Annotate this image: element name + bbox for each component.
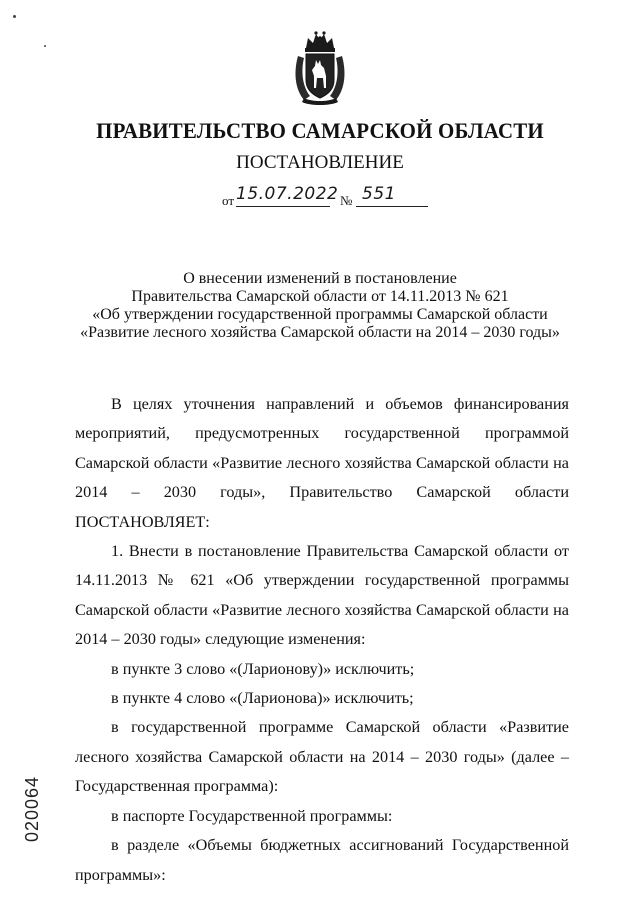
document-body	[75, 390, 569, 890]
body-paragraph: 1. Внести в постановление Правительства Самарской области от 14.11.2013 № 621 «Об утверждении государственной программы Самарской области «Развитие лесного хозяйства Самарской области на 2014 – 2030 годы» следующие изменения:	[75, 542, 569, 649]
body-paragraph: в разделе «Объемы бюджетных ассигнований Государственной программы»:	[75, 836, 569, 884]
samara-coat-of-arms-icon	[292, 30, 348, 108]
side-stamp-number: 020064	[22, 775, 42, 842]
scan-speck	[44, 45, 46, 47]
document-subject	[60, 270, 580, 342]
handwritten-date: 15.07.2022	[236, 184, 339, 204]
organization-title: ПРАВИТЕЛЬСТВО САМАРСКОЙ ОБЛАСТИ	[96, 118, 544, 143]
handwritten-number: 551	[362, 184, 396, 204]
body-paragraph: в пункте 3 слово «(Ларионову)» исключить;	[111, 659, 415, 678]
body-paragraph: в паспорте Государственной программы:	[111, 806, 393, 825]
body-paragraph: в пункте 4 слово «(Ларионова)» исключить;	[111, 689, 414, 708]
document-type: ПОСТАНОВЛЕНИЕ	[236, 152, 404, 173]
subject-line: О внесении изменений в постановление	[183, 270, 457, 287]
body-paragraph: в государственной программе Самарской области «Развитие лесного хозяйства Самарской области на 2014 – 2030 годы» (далее – Государственная программа):	[75, 718, 569, 796]
subject-line: «Развитие лесного хозяйства Самарской области на 2014 – 2030 годы»	[80, 324, 560, 341]
subject-line: Правительства Самарской области от 14.11.2013 № 621	[131, 288, 509, 305]
scan-speck	[13, 15, 16, 18]
date-underline	[236, 206, 330, 207]
body-paragraph: В целях уточнения направлений и объемов финансирования мероприятий, предусмотренных государственной программой Самарской области «Развитие лесного хозяйства Самарской области на 2014 – 2030 годы», Правительство Самарской области ПОСТАНОВЛЯЕТ:	[75, 395, 569, 531]
date-prefix-label: от	[222, 193, 235, 208]
registration-line	[222, 184, 432, 210]
number-sign-label: №	[340, 193, 353, 208]
subject-line: «Об утверждении государственной программы Самарской области	[92, 306, 548, 323]
number-underline	[356, 206, 428, 207]
